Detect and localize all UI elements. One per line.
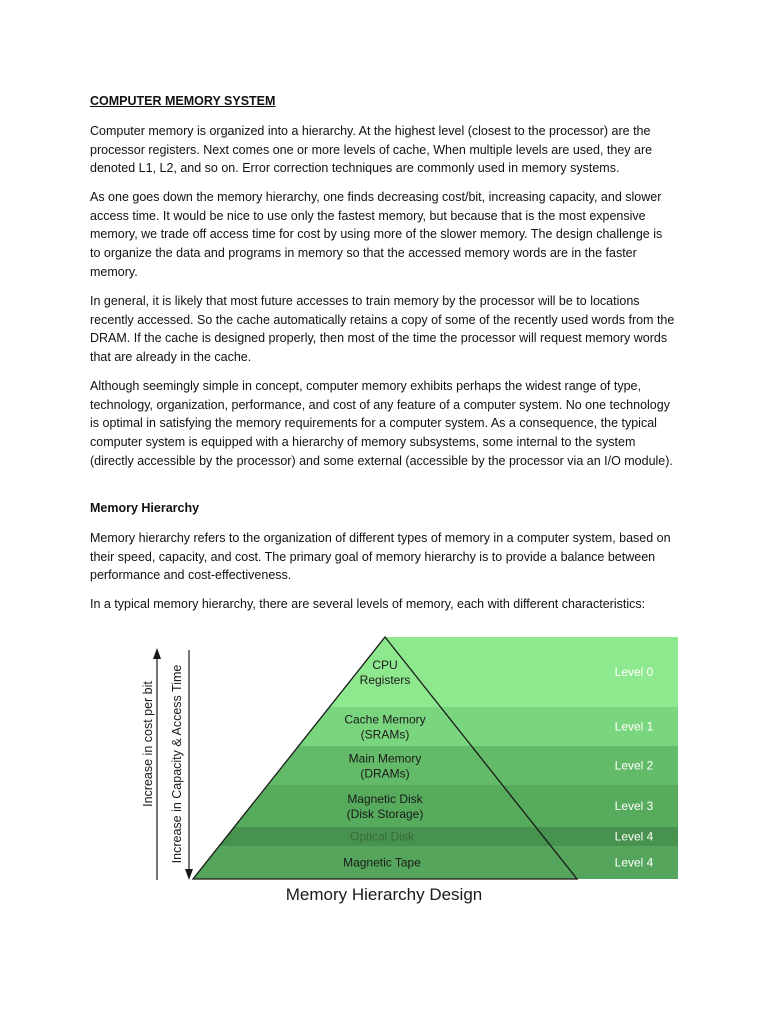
diagram-title: Memory Hierarchy Design <box>285 885 483 904</box>
band-level-5 <box>193 846 678 879</box>
level-label-4: Level 4 <box>614 829 654 844</box>
paragraph-hierarchy-intro: Computer memory is organized into a hierarchy. At the highest level (closest to the processor) are the processor registers. Next comes one or more levels of cache, When multiple levels are used, they are denoted L1, L2, and so on. Error correction techniques are commonly used in memory systems. <box>90 124 653 176</box>
layer-name-0: CPU <box>372 658 398 672</box>
layer-name-4: Optical Disk <box>349 829 415 844</box>
up-arrowhead-icon <box>153 648 161 659</box>
up-arrow-label: Increase in cost per bit <box>141 681 155 807</box>
paragraph-cost-capacity: As one goes down the memory hierarchy, one finds decreasing cost/bit, increasing capacity, and slower access time. It would be nice to use only the fastest memory, but because that is the most expensive memory, we trade off access time for cost by using more of the slower memory. The design challenge is to organize the data and programs in memory so that the accessed memory words are in the faster memory. <box>90 190 663 279</box>
down-arrowhead-icon <box>185 869 193 880</box>
paragraph-typical-levels: In a typical memory hierarchy, there are several levels of memory, each with different characteristics: <box>90 597 646 611</box>
layer-name-2: Main Memory <box>348 751 422 766</box>
layer-name-5: Magnetic Tape <box>343 855 421 870</box>
paragraph-locality: In general, it is likely that most future accesses to train memory by the processor will be to locations recently accessed. So the cache automatically retains a copy of some of the recently used words from the DRAM. If the cache is designed properly, then most of the time the processor will request memory words that are already in the cache. <box>90 294 675 365</box>
band-level-3 <box>193 785 678 827</box>
layer-subname-2: (DRAMs) <box>360 766 410 781</box>
section-heading: Memory Hierarchy <box>90 501 200 515</box>
paragraph-hierarchy-definition: Memory hierarchy refers to the organization of different types of memory in a computer system, based on their speed, capacity, and cost. The primary goal of memory hierarchy is to provide a balance between performance and cost-effectiveness. <box>90 531 671 583</box>
level-label-5: Level 4 <box>614 855 654 870</box>
level-label-1: Level 1 <box>614 719 654 734</box>
layer-subname-1: (SRAMs) <box>360 727 410 742</box>
layer-subname-3: (Disk Storage) <box>346 807 424 821</box>
down-arrow-label: Increase in Capacity & Access Time <box>170 664 184 864</box>
level-label-3: Level 3 <box>614 799 654 813</box>
level-label-2: Level 2 <box>614 758 654 773</box>
document-title: COMPUTER MEMORY SYSTEM <box>90 94 276 108</box>
paragraph-range-of-types: Although seemingly simple in concept, computer memory exhibits perhaps the widest range of type, technology, organization, performance, and cost of any feature of a computer system. No one technology is optimal in satisfying the memory requirements for a computer system. As a consequence, the typical computer system is equipped with a hierarchy of memory subsystems, some internal to the system (directly accessible by the processor) and some external (accessible by the processor via an I/O module). <box>90 379 673 468</box>
layer-subname-0: Registers <box>359 673 411 687</box>
layer-name-1: Cache Memory <box>344 712 426 727</box>
layer-name-3: Magnetic Disk <box>347 792 423 806</box>
level-label-0: Level 0 <box>614 665 654 679</box>
band-level-4 <box>193 827 678 846</box>
